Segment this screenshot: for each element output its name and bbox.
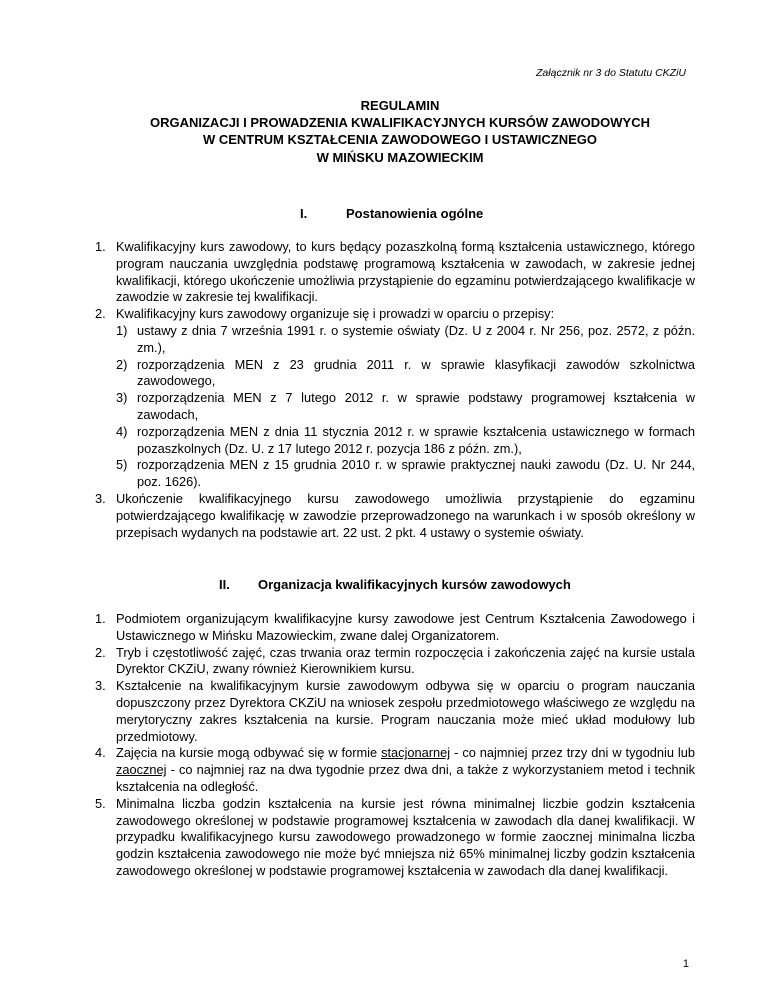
annex-note: Załącznik nr 3 do Statutu CKZiU: [536, 67, 686, 79]
item-text: Tryb i częstotliwość zajęć, czas trwania oraz termin rozpoczęcia i zakończenia zajęć na kursie ustala Dyrektor CKZiU, zwany również Kierownikiem kursu.: [116, 644, 695, 677]
list-item: [95, 645, 695, 679]
sublist-item: [116, 357, 695, 391]
section-2-list: [95, 611, 695, 880]
item-number: 3.: [95, 490, 106, 506]
item-number: 5.: [95, 795, 106, 811]
item-text: Podmiotem organizującym kwalifikacyjne kursy zawodowe jest Centrum Kształcenia Zawodowego i Ustawicznego w Mińsku Mazowieckim, zwane dalej Organizatorem.: [116, 611, 695, 643]
title-line-4: W MIŃSKU MAZOWIECKIM: [316, 149, 484, 165]
title-line-3: W CENTRUM KSZTAŁCENIA ZAWODOWEGO I USTAWICZNEGO: [202, 132, 598, 148]
regulations-sublist: [116, 323, 695, 491]
item-text-part: Zajęcia na kursie mogą odbywać się w formie: [116, 745, 382, 761]
item-text: Kształcenie na kwalifikacyjnym kursie zawodowym odbywa się w oparciu o program nauczania dopuszczony przez Dyrektora CKZiU na wniosek zespołu przedmiotowego właściwego ze względu na merytoryczny zakres kształcenia na kursie. Program nauczania może mieć układ modułowy lub przedmiotowy.: [116, 678, 695, 744]
sub-text: rozporządzenia MEN z 15 grudnia 2010 r. w sprawie praktycznej nauki zawodu (Dz. U. Nr 244, poz. 1626).: [137, 457, 695, 490]
item-number: 1.: [95, 239, 106, 254]
item-text-part: - co najmniej raz na dwa tygodnie przez dwa dni, a także z wykorzystaniem metod i technik kształcenia na odległość.: [116, 762, 695, 794]
underlined-extramural: zaocznej: [116, 762, 167, 778]
title-line-2: ORGANIZACJI I PROWADZENIA KWALIFIKACYJNYCH KURSÓW ZAWODOWYCH: [149, 115, 650, 131]
list-item: [95, 491, 695, 541]
section-1-title: Postanowienia ogólne: [346, 206, 484, 221]
underlined-stationary: stacjonarnej: [381, 745, 451, 761]
sublist-item: [116, 424, 695, 458]
page-number: 1: [682, 958, 689, 970]
sub-number: 5): [116, 457, 128, 473]
item-text: Kwalifikacyjny kurs zawodowy organizuje się i prowadzi w oparciu o przepisy:: [116, 306, 555, 322]
item-text: Ukończenie kwalifikacyjnego kursu zawodowego umożliwia przystąpienie do egzaminu potwierdzającego kwalifikację w zawodzie przeprowadzonego na warunkach i w sposób określony w przepisach wydanych na podstawie art. 22 ust. 2 pkt. 4 ustawy o systemie oświaty.: [116, 490, 695, 540]
sub-number: 1): [116, 322, 128, 338]
sub-text: rozporządzenia MEN z dnia 11 stycznia 2012 r. w sprawie kształcenia ustawicznego w formach pozaszkolnych (Dz. U. z 17 lutego 2012 r. pozycja 186 z późn. zm.),: [137, 423, 695, 456]
item-number: 3.: [95, 678, 106, 694]
list-item: [95, 611, 695, 645]
list-item: [95, 796, 695, 880]
list-item: [95, 678, 695, 745]
sublist-item: [116, 323, 695, 357]
section-2-number: II.: [219, 577, 230, 592]
item-text: Kwalifikacyjny kurs zawodowy, to kurs będący pozaszkolną formą kształcenia ustawicznego, którego program nauczania uwzględnia podstawę programową kształcenia w zawodach, w zakresie jednej kwalifikacji, którego ukończenie umożliwia przystąpienie do egzaminu potwierdzającego kwalifikacje w zawodzie w zakresie tej kwalifikacji.: [116, 239, 695, 305]
sublist-item: [116, 457, 695, 491]
list-item: [95, 745, 695, 795]
sub-number: 4): [116, 423, 128, 439]
sub-number: 2): [116, 356, 128, 372]
section-1-list: [95, 239, 695, 541]
sublist-item: [116, 390, 695, 424]
document-title: [80, 97, 720, 166]
sub-number: 3): [116, 390, 128, 406]
sub-text: ustawy z dnia 7 września 1991 r. o systemie oświaty (Dz. U z 2004 r. Nr 256, poz. 2572, z późn. zm.),: [137, 322, 695, 355]
title-line-1: REGULAMIN: [360, 98, 440, 113]
item-number: 2.: [95, 306, 106, 322]
item-number: 4.: [95, 745, 106, 761]
sub-text: rozporządzenia MEN z 23 grudnia 2011 r. w sprawie klasyfikacji zawodów szkolnictwa zawodowego,: [137, 356, 695, 389]
section-1-number: I.: [300, 206, 308, 221]
list-item: [95, 239, 695, 306]
section-2-title: Organizacja kwalifikacyjnych kursów zawodowych: [258, 577, 571, 592]
item-number: 1.: [95, 611, 106, 626]
sub-text: rozporządzenia MEN z 7 lutego 2012 r. w sprawie podstawy programowej kształcenia w zawodach,: [137, 390, 695, 422]
item-text: Minimalna liczba godzin kształcenia na kursie jest równa minimalnej liczbie godzin kształcenia zawodowego określonej w podstawie programowej kształcenia w zawodach dla danej kwalifikacji. W przypadku kwalifikacyjnego kursu zawodowego prowadzonego w formie zaocznej minimalna liczba godzin kształcenia zawodowego nie może być mniejsza niż 65% minimalnej liczby godzin kształcenia zawodowego określonej w podstawie programowej kształcenia w zawodach dla danej kwalifikacji.: [116, 795, 695, 878]
item-text-part: - co najmniej przez trzy dni w tygodniu lub: [450, 745, 695, 761]
item-number: 2.: [95, 644, 106, 660]
list-item: [95, 306, 695, 491]
